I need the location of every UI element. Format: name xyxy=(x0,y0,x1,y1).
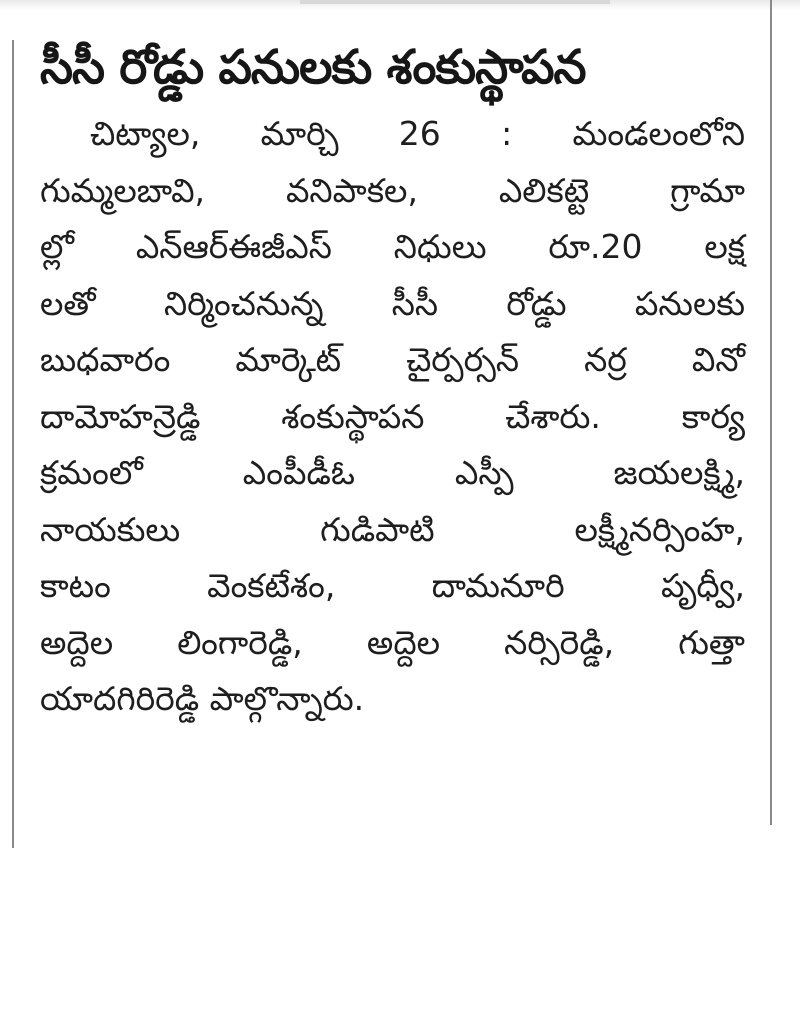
body-line: క్రమంలో ఎంపీడీఓ ఎస్పీ జయలక్ష్మి, xyxy=(40,453,745,492)
news-article xyxy=(40,30,745,728)
left-column-rule xyxy=(12,40,14,848)
article-headline: సీసీ రోడ్డు పనులకు శంకుస్థాపన xyxy=(40,40,586,95)
body-line: అద్దెల లింగారెడ్డి, అద్దెల నర్సిరెడ్డి, గుత్తా xyxy=(40,622,745,662)
body-line: చిట్యాల, మార్చి 26 : మండలంలోని xyxy=(90,114,745,153)
body-line: గుమ్మలబావి, వనిపాకల, ఎలికట్టె గ్రామా xyxy=(40,170,745,210)
top-edge-shadow xyxy=(300,0,610,4)
body-line: యాదగిరిరెడ్డి పాల్గొన్నారు. xyxy=(40,679,365,718)
body-line: లతో నిర్మించనున్న సీసీ రోడ్డు పనులకు xyxy=(40,283,745,323)
body-line: నాయకులు గుడిపాటి లక్ష్మీనర్సింహ, xyxy=(40,509,745,549)
body-line: దామోహన్రెడ్డి శంకుస్థాపన చేశారు. కార్య xyxy=(40,396,745,436)
body-line: కాటం వెంకటేశం, దామనూరి పృధ్వీ, xyxy=(40,566,745,605)
right-column-rule xyxy=(770,0,772,825)
article-body xyxy=(40,106,745,728)
body-line: బుధవారం మార్కెట్ చైర్పర్సన్ నర్ర వినో xyxy=(40,340,745,379)
body-line: ల్లో ఎన్ఆర్ఈజీఎస్ నిధులు రూ.20 లక్ష xyxy=(40,227,745,266)
